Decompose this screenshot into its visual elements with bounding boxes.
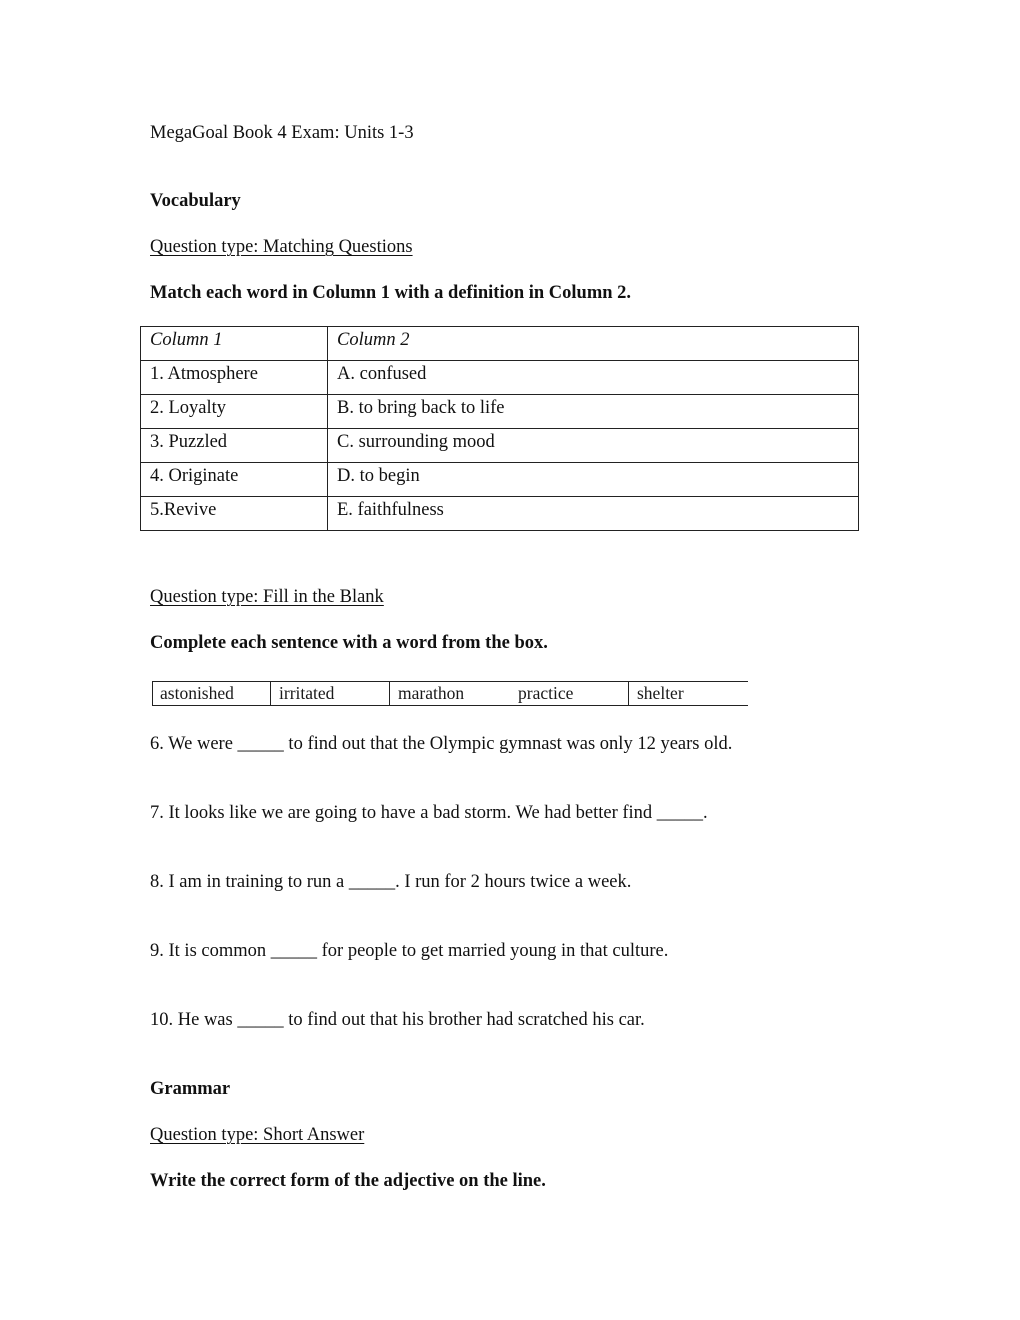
definition-cell: C. surrounding mood (328, 429, 859, 463)
word-box (152, 681, 748, 706)
definition-cell: E. faithfulness (328, 497, 859, 531)
sentence-8: 8. I am in training to run a _____. I run for 2 hours twice a week. (150, 872, 632, 892)
word-box-divider (628, 682, 629, 705)
word-box-divider (270, 682, 271, 705)
definition-cell: A. confused (328, 361, 859, 395)
fill-blank-question-type: Question type: Fill in the Blank (150, 587, 384, 607)
matching-table (140, 326, 859, 531)
vocabulary-heading: Vocabulary (150, 191, 241, 211)
matching-question-type: Question type: Matching Questions (150, 237, 413, 257)
sentence-7: 7. It looks like we are going to have a bad storm. We had better find _____. (150, 803, 708, 823)
word-box-item: astonished (160, 683, 234, 703)
sentence-9: 9. It is common _____ for people to get married young in that culture. (150, 941, 669, 961)
table-row (141, 361, 859, 395)
column-1-header: Column 1 (141, 327, 328, 361)
table-row (141, 497, 859, 531)
exam-title: MegaGoal Book 4 Exam: Units 1-3 (150, 123, 414, 143)
sentence-6: 6. We were _____ to find out that the Olympic gymnast was only 12 years old. (150, 734, 733, 754)
word-cell: 1. Atmosphere (141, 361, 328, 395)
sentence-10: 10. He was _____ to find out that his brother had scratched his car. (150, 1010, 645, 1030)
word-box-item: marathon (398, 683, 465, 703)
definition-cell: B. to bring back to life (328, 395, 859, 429)
fill-blank-instruction: Complete each sentence with a word from the box. (150, 633, 548, 653)
matching-table-header (141, 327, 859, 361)
table-row (141, 429, 859, 463)
word-cell: 5.Revive (141, 497, 328, 531)
word-box-item: shelter (637, 683, 684, 703)
word-box-divider (152, 682, 153, 705)
grammar-instruction: Write the correct form of the adjective on the line. (150, 1171, 546, 1191)
word-box-item: irritated (279, 683, 335, 703)
word-cell: 3. Puzzled (141, 429, 328, 463)
table-row (141, 395, 859, 429)
word-cell: 4. Originate (141, 463, 328, 497)
word-box-item: practice (518, 683, 574, 703)
word-box-divider (389, 682, 390, 705)
grammar-heading: Grammar (150, 1079, 231, 1099)
short-answer-question-type: Question type: Short Answer (150, 1125, 365, 1145)
column-2-header: Column 2 (328, 327, 859, 361)
table-row (141, 463, 859, 497)
matching-instruction: Match each word in Column 1 with a definition in Column 2. (150, 283, 632, 303)
definition-cell: D. to begin (328, 463, 859, 497)
word-cell: 2. Loyalty (141, 395, 328, 429)
